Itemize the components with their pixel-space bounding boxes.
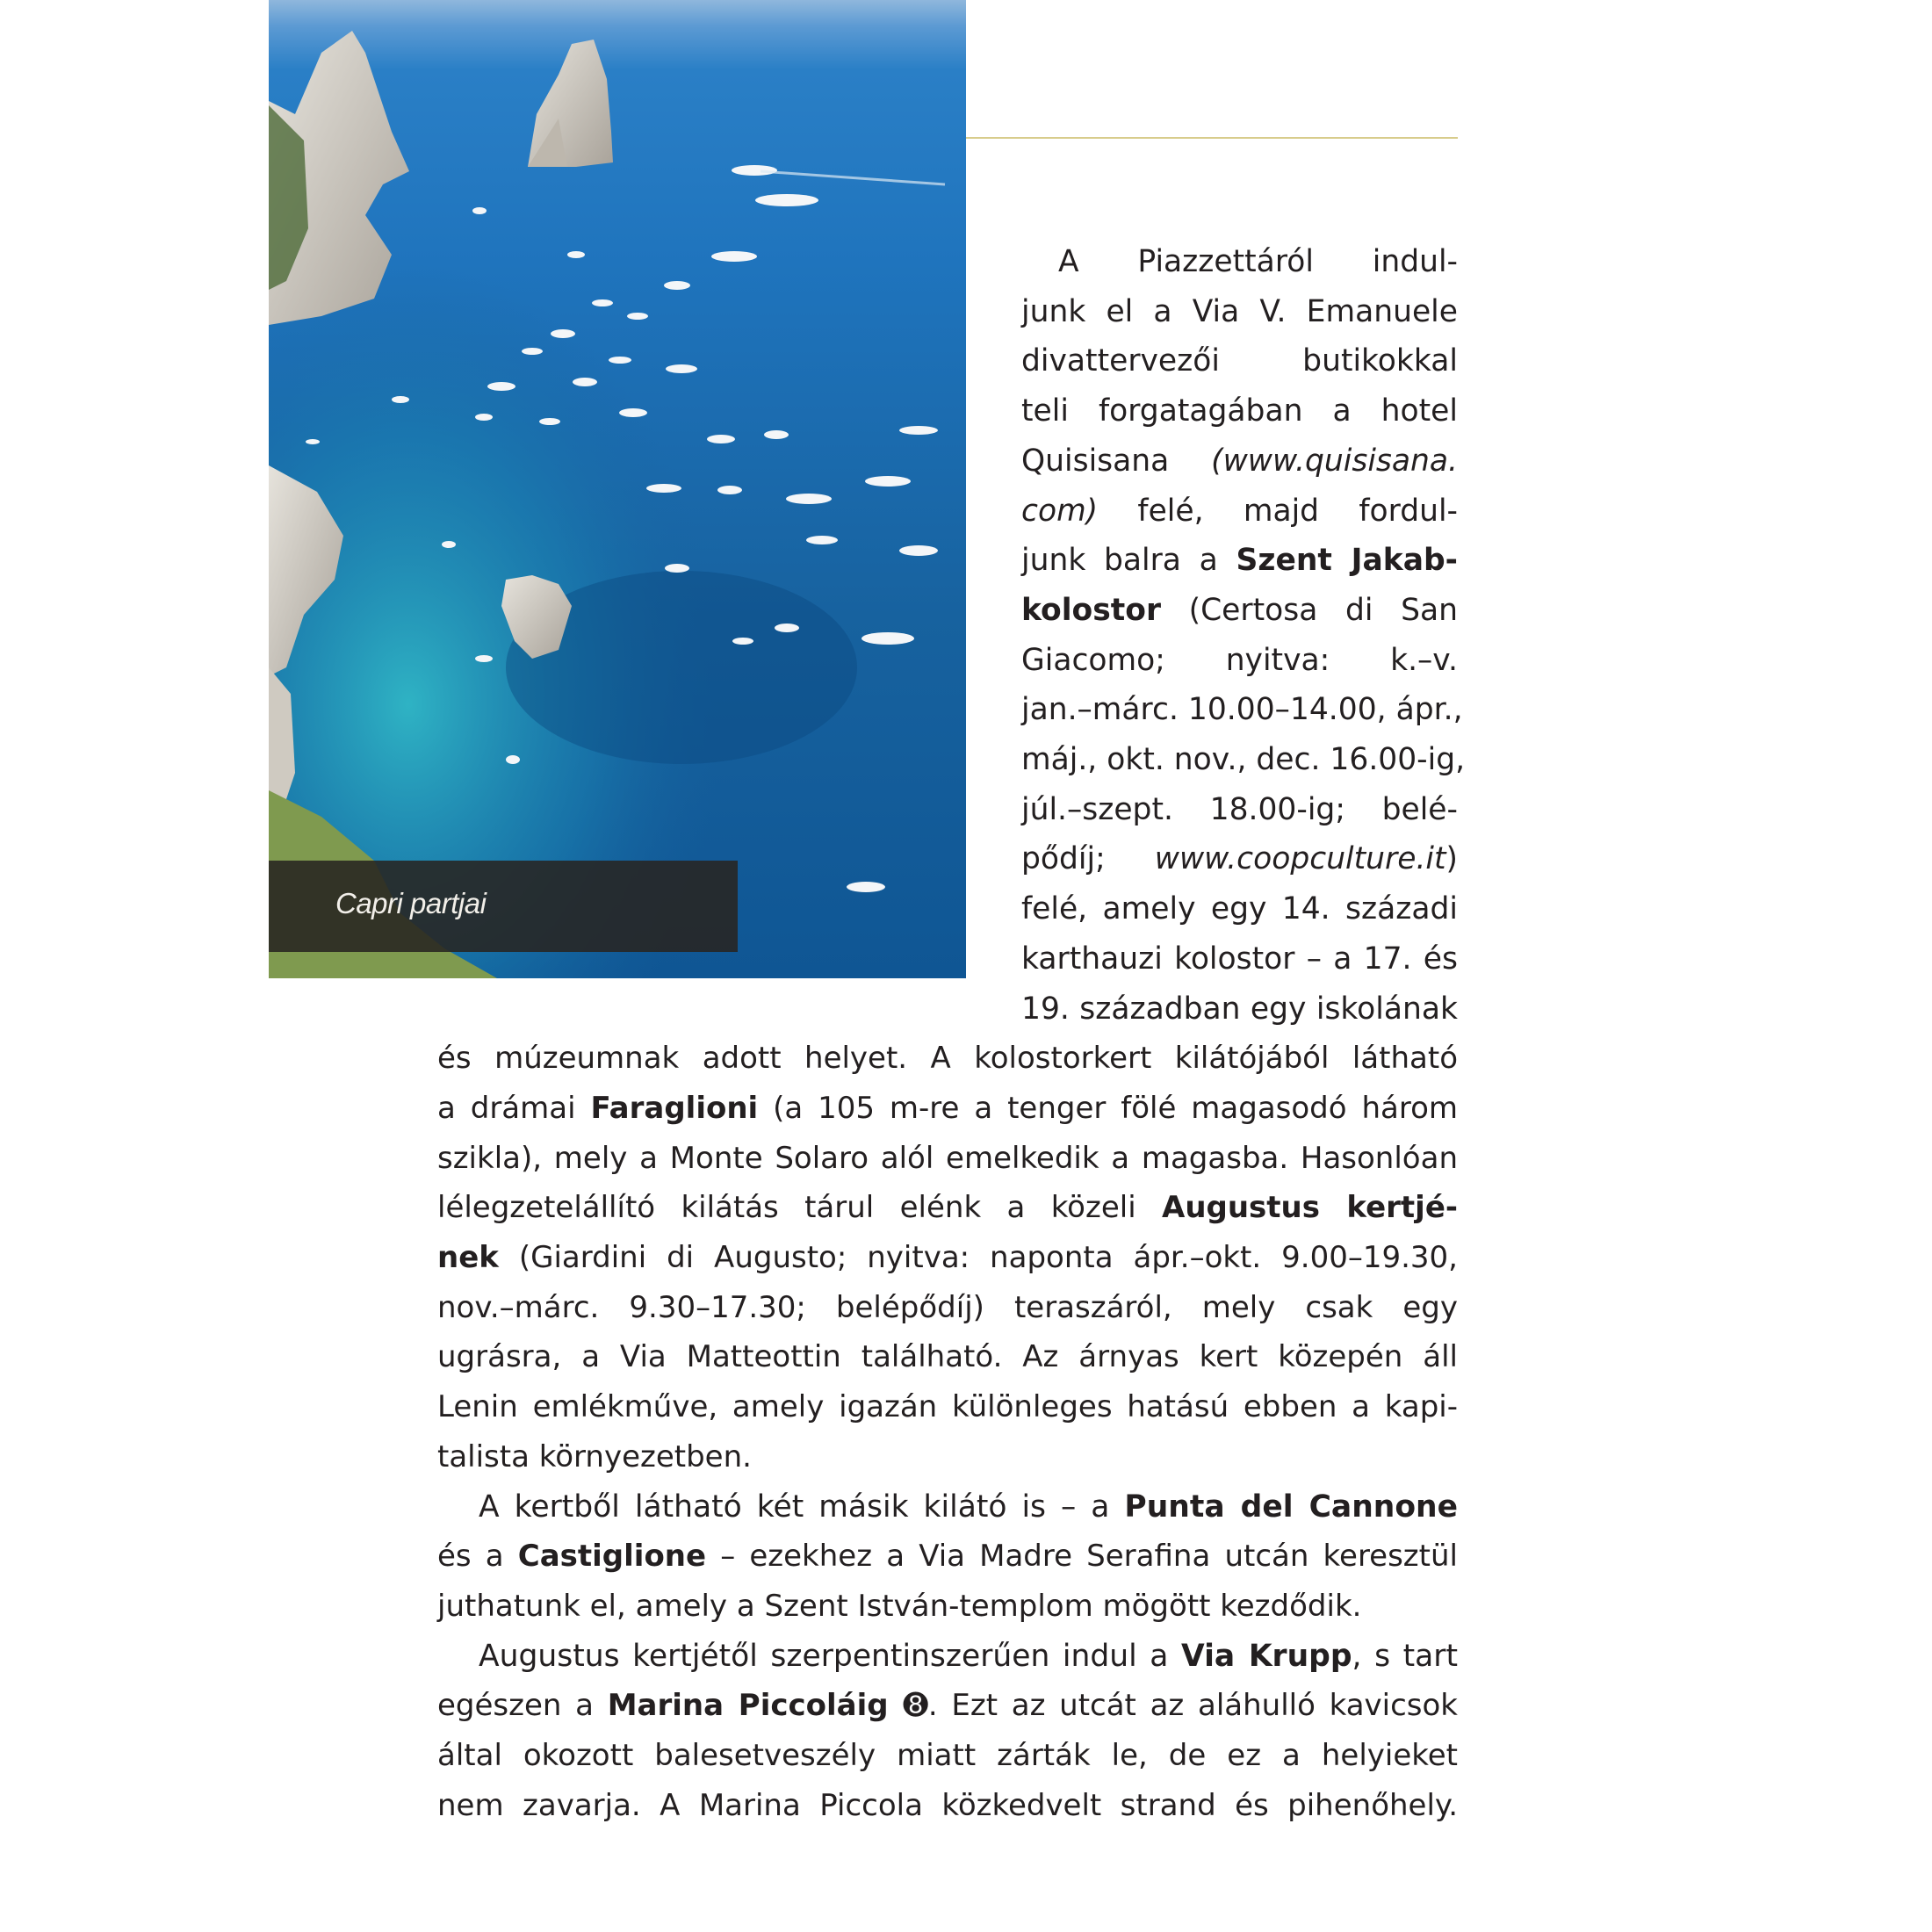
bold-term: Marina Piccoláig: [607, 1688, 889, 1723]
text-run: . Ezt az utcát az aláhulló kavicsok: [927, 1688, 1458, 1723]
text-run: ): [1445, 841, 1458, 876]
text-line: [1021, 436, 1458, 486]
capri-coast-photo: [269, 0, 966, 978]
text-run: juthatunk el, amely a Szent István-templom mögött kezdődik.: [437, 1589, 1362, 1624]
bold-term: nek: [437, 1240, 499, 1275]
text-run: A kertből látható két másik kilátó is – a: [479, 1489, 1125, 1525]
italic-url: (www.quisisana.: [1211, 443, 1458, 479]
text-run: szikla), mely a Monte Solaro alól emelkedik a magasba. Hasonlóan: [437, 1141, 1458, 1176]
text-run: A Piazzettáról indul-: [1058, 244, 1458, 279]
text-run: felé, majd fordul-: [1098, 494, 1458, 529]
text-line: [437, 1332, 1458, 1381]
bold-term: ➑: [888, 1688, 928, 1723]
text-line: [1021, 536, 1458, 585]
text-run: junk el a Via V. Emanuele: [1021, 294, 1458, 329]
text-line: [437, 1084, 1458, 1133]
text-line: [1021, 287, 1458, 336]
text-line: [437, 1382, 1458, 1431]
bold-term: Faraglioni: [590, 1091, 759, 1126]
text-run: divattervezői butikokkal: [1021, 343, 1458, 378]
text-run: nov.–márc. 9.30–17.30; belépődíj) teraszáról, mely csak egy: [437, 1290, 1458, 1325]
bold-term: Szent Jakab-: [1236, 543, 1459, 578]
text-line: [437, 1681, 1458, 1730]
text-run: Quisisana: [1021, 443, 1212, 479]
text-line: [1021, 336, 1458, 386]
text-run: máj., okt. nov., dec. 16.00-ig,: [1021, 742, 1466, 777]
text-run: pődíj;: [1021, 841, 1155, 876]
text-run: lélegzetelállító kilátás tárul elénk a közeli: [437, 1190, 1162, 1225]
text-line: [1021, 834, 1458, 883]
text-run: karthauzi kolostor – a 17. és: [1021, 941, 1458, 977]
text-run: junk balra a: [1021, 543, 1236, 578]
text-line: [1021, 685, 1463, 734]
text-run: Lenin emlékműve, amely igazán különleges hatású ebben a kapi-: [437, 1389, 1458, 1424]
text-line: [437, 1532, 1458, 1581]
text-run: felé, amely egy 14. századi: [1021, 891, 1458, 926]
text-line: [1021, 586, 1458, 635]
text-run: talista környezetben.: [437, 1439, 752, 1474]
decorative-rule: [966, 137, 1458, 139]
text-line: [479, 1632, 1458, 1681]
bold-term: Castiglione: [517, 1539, 707, 1574]
italic-url: www.coopculture.it: [1154, 841, 1446, 876]
text-run: – ezekhez a Via Madre Serafina utcán keresztül: [706, 1539, 1458, 1574]
text-line: [437, 1034, 1458, 1083]
text-line: [1021, 735, 1466, 784]
text-run: és a: [437, 1539, 518, 1574]
text-line: [437, 1432, 1458, 1481]
text-line: [1021, 386, 1458, 436]
text-line: [437, 1781, 1458, 1830]
text-run: a drámai: [437, 1091, 591, 1126]
text-run: jan.–márc. 10.00–14.00, ápr.,: [1021, 692, 1463, 727]
text-line: [437, 1283, 1458, 1332]
text-run: nem zavarja. A Marina Piccola közkedvelt strand és pihenőhely.: [437, 1788, 1458, 1823]
text-run: teli forgatagában a hotel: [1021, 393, 1458, 429]
text-line: [437, 1233, 1458, 1282]
photo-illustration: [269, 0, 966, 978]
text-run: (Giardini di Augusto; nyitva: naponta ápr.–okt. 9.00–19.30,: [498, 1240, 1458, 1275]
bold-term: kolostor: [1021, 593, 1161, 628]
text-run: egészen a: [437, 1688, 608, 1723]
bold-term: Punta del Cannone: [1124, 1489, 1458, 1525]
text-line: [1021, 884, 1458, 934]
text-line: [479, 1482, 1458, 1532]
caption-bar: [269, 861, 738, 952]
text-run: 19. században egy iskolának: [1021, 991, 1458, 1027]
photo-caption: Capri partjai: [335, 887, 487, 919]
text-line: [1021, 487, 1458, 536]
text-line: [1021, 636, 1458, 685]
text-line: [1021, 785, 1458, 834]
bold-term: Augustus kertjé-: [1162, 1190, 1458, 1225]
bold-term: Via Krupp: [1181, 1639, 1352, 1674]
text-run: Giacomo; nyitva: k.–v.: [1021, 643, 1458, 678]
text-run: és múzeumnak adott helyet. A kolostorkert kilátójából látható: [437, 1041, 1458, 1076]
text-line: [437, 1731, 1458, 1780]
text-line: [437, 1183, 1458, 1232]
text-line: [1021, 984, 1458, 1034]
text-run: (Certosa di San: [1161, 593, 1458, 628]
italic-url: com): [1021, 494, 1099, 529]
text-line: [1058, 237, 1458, 286]
text-run: júl.–szept. 18.00-ig; belé-: [1021, 792, 1458, 827]
text-line: [437, 1582, 1458, 1631]
text-line: [437, 1134, 1458, 1183]
text-line: [1021, 934, 1458, 984]
text-run: által okozott balesetveszély miatt zárták le, de ez a helyieket: [437, 1738, 1458, 1773]
text-run: ugrásra, a Via Matteottin található. Az árnyas kert közepén áll: [437, 1339, 1458, 1374]
text-run: , s tart: [1352, 1639, 1458, 1674]
text-run: Augustus kertjétől szerpentinszerűen indul a: [479, 1639, 1181, 1674]
text-run: (a 105 m-re a tenger fölé magasodó három: [758, 1091, 1458, 1126]
